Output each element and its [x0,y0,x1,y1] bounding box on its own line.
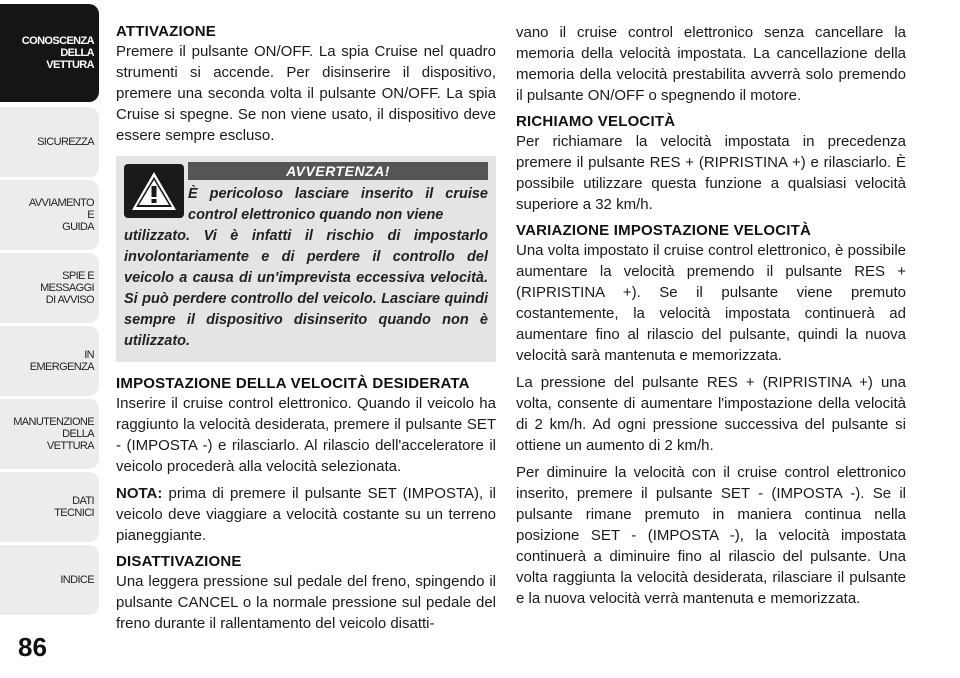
right-column [516,22,906,615]
section-title-speed-change: VARIAZIONE IMPOSTAZIONE VELOCITÀ [516,222,812,239]
activation-paragraph: Premere il pulsante ON/OFF. La spia Cruise nel quadro strumenti si accende. Per disinserire il dispositivo, premere una seconda volta il pulsante ON/OFF. La spia Cruise si spegne. Se non viene usato, il dispositivo deve essere sempre escluso. [116,43,496,144]
tab-dati-tecnici[interactable]: DATI TECNICI [0,472,99,542]
warning-triangle-icon [124,164,184,218]
warning-title: AVVERTENZA! [188,162,488,180]
section-title-activation: ATTIVAZIONE [116,23,216,40]
speed-setting-paragraph: Inserire il cruise control elettronico. Quando il veicolo ha raggiunto la velocità desiderata, premere il pulsante SET - (IMPOSTA -) e rilasciarlo. Al rilascio dell'acceleratore il veicolo procederà alla velocità selezionata. [116,395,496,475]
tab-conoscenza-della-vettura[interactable]: CONOSCENZA DELLA VETTURA [0,4,99,102]
tab-in-emergenza[interactable]: IN EMERGENZA [0,326,99,396]
tab-sicurezza[interactable]: SICUREZZA [0,107,99,177]
tab-spie-e-messaggi[interactable]: SPIE E MESSAGGI DI AVVISO [0,253,99,323]
warning-box [116,156,496,362]
page-number: 86 [18,632,47,662]
section-title-speed-setting: IMPOSTAZIONE DELLA VELOCITÀ DESIDERATA [116,375,470,392]
deactivation-paragraph: Una leggera pressione sul pedale del freno, spingendo il pulsante CANCEL o la normale pressione sul pedale del freno durante il rallentamento del veicolo disatti- [116,573,496,632]
warning-text-first-lines: È pericoloso lasciare inserito il cruise control elettronico quando non viene [188,186,488,223]
warning-text-rest: utilizzato. Vi è infatti il rischio di impostarlo involontariamente e di perdere il controllo del veicolo a causa di un'imprevista eccessiva velocità. Si può perdere controllo del veicolo. Lasciare quindi sempre il dispositivo disinserito quando non è utilizzato. [124,228,488,349]
tab-manutenzione-della-vettura[interactable]: MANUTENZIONE DELLA VETTURA [0,399,99,469]
speed-change-paragraph-1: Una volta impostato il cruise control elettronico, è possibile aumentare la velocità premendo il pulsante RES + (RIPRISTINA +). Se il pulsante viene premuto costantemente, la velocità impostata continuerà ad aumentare fino al rilascio del pulsante, quindi la nuova velocità sarà mantenuta e memorizzata. [516,242,906,364]
tab-indice[interactable]: INDICE [0,545,99,615]
section-title-speed-recall: RICHIAMO VELOCITÀ [516,113,676,130]
speed-change-paragraph-2: La pressione del pulsante RES + (RIPRISTINA +) una volta, consente di aumentare l'impostazione della velocità di 2 km/h. Ad ogni pressione successiva del pulsante si ottiene un aumento di 2 km/h. [516,374,906,454]
note-text: prima di premere il pulsante SET (IMPOSTA), il veicolo deve viaggiare a velocità costante su un terreno pianeggiante. [116,485,496,544]
tab-avviamento-e-guida[interactable]: AVVIAMENTO E GUIDA [0,180,99,250]
deactivation-continued-paragraph: vano il cruise control elettronico senza cancellare la memoria della velocità impostata. La cancellazione della memoria della velocità prestabilita avverrà solo premendo il pulsante ON/OFF o spegnendo il motore. [516,24,906,104]
chapter-sidebar [0,0,100,678]
speed-recall-paragraph: Per richiamare la velocità impostata in precedenza premere il pulsante RES + (RIPRISTINA +) e rilasciarlo. È possibile utilizzare questa funzione a qualsiasi velocità superiore a 32 km/h. [516,133,906,213]
speed-change-paragraph-3: Per diminuire la velocità con il cruise control elettronico inserito, premere il pulsante SET - (IMPOSTA -). Se il pulsante rimane premuto in maniera continua nella posizione SET - (IMPOSTA -), la velocità impostata continuerà a diminuire fino al rilascio del pulsante. Una volta raggiunta la velocità desiderata, rilasciare il pulsante e la nuova velocità verrà mantenuta e memorizzata. [516,464,906,607]
left-column [116,22,496,640]
section-title-deactivation: DISATTIVAZIONE [116,553,242,570]
note-paragraph [116,483,496,546]
note-label: NOTA: [116,485,163,502]
